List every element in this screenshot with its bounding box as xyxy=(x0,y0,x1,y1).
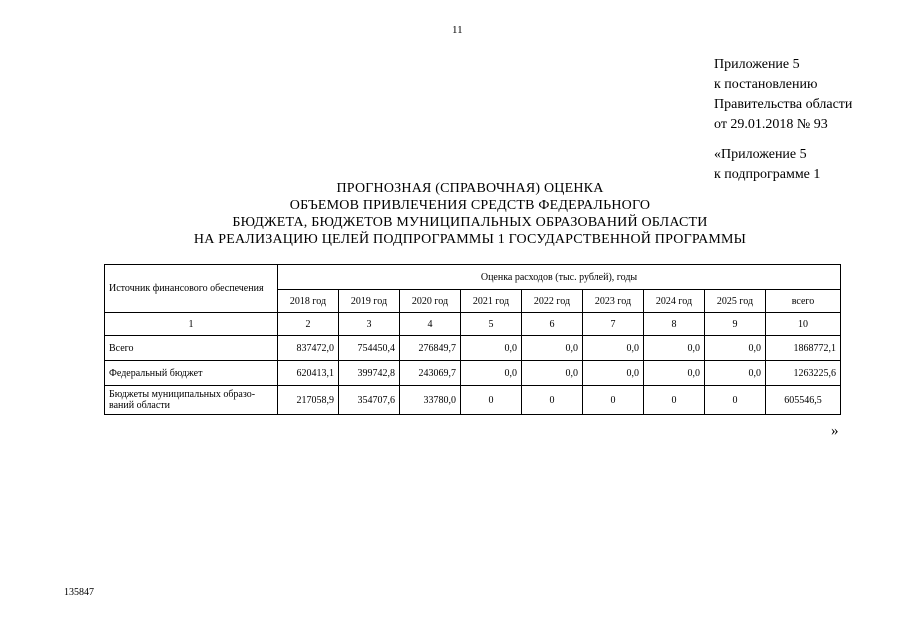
table-row xyxy=(105,336,841,361)
total-cell: 1263225,6 xyxy=(766,361,841,386)
source-cell: Всего xyxy=(105,336,278,361)
page-number: 11 xyxy=(452,24,463,36)
column-number-cell: 8 xyxy=(644,313,705,336)
funding-estimate-table xyxy=(104,264,841,415)
column-number-cell: 4 xyxy=(400,313,461,336)
value-cell: 33780,0 xyxy=(400,386,461,415)
value-cell: 754450,4 xyxy=(339,336,400,361)
table-header-row xyxy=(105,265,841,290)
value-cell: 0,0 xyxy=(644,336,705,361)
title-line: ПРОГНОЗНАЯ (СПРАВОЧНАЯ) ОЦЕНКА xyxy=(336,181,604,196)
value-cell: 0,0 xyxy=(705,336,766,361)
appendix-line: Приложение 5 xyxy=(714,57,800,72)
document-title xyxy=(120,180,820,248)
year-header-cell: 2022 год xyxy=(522,290,583,313)
column-number-cell: 9 xyxy=(705,313,766,336)
value-cell: 354707,6 xyxy=(339,386,400,415)
value-cell: 837472,0 xyxy=(278,336,339,361)
source-cell: Бюджеты муниципальных образо-ваний области xyxy=(105,386,278,415)
appendix-line: к постановлению xyxy=(714,77,818,92)
year-header-cell: 2020 год xyxy=(400,290,461,313)
value-cell: 0 xyxy=(583,386,644,415)
source-cell: Федеральный бюджет xyxy=(105,361,278,386)
subprogram-appendix-reference xyxy=(714,145,820,185)
title-line: ОБЪЕМОВ ПРИВЛЕЧЕНИЯ СРЕДСТВ ФЕДЕРАЛЬНОГО xyxy=(289,198,651,213)
source-header-cell: Источник финансового обеспечения xyxy=(105,265,278,313)
value-cell: 0,0 xyxy=(644,361,705,386)
value-cell: 0 xyxy=(461,386,522,415)
value-cell: 0,0 xyxy=(461,361,522,386)
total-cell: 605546,5 xyxy=(766,386,841,415)
table-row xyxy=(105,386,841,415)
estimate-header-cell: Оценка расходов (тыс. рублей), годы xyxy=(278,265,841,290)
total-cell: 1868772,1 xyxy=(766,336,841,361)
value-cell: 0 xyxy=(522,386,583,415)
column-number-cell: 3 xyxy=(339,313,400,336)
value-cell: 0,0 xyxy=(705,361,766,386)
value-cell: 217058,9 xyxy=(278,386,339,415)
column-number-cell: 7 xyxy=(583,313,644,336)
appendix-reference xyxy=(714,55,852,135)
total-header-cell: всего xyxy=(766,290,841,313)
value-cell: 399742,8 xyxy=(339,361,400,386)
appendix-line: к подпрограмме 1 xyxy=(714,167,821,182)
closing-quote-mark: » xyxy=(831,423,839,439)
year-header-cell: 2024 год xyxy=(644,290,705,313)
column-number-cell: 2 xyxy=(278,313,339,336)
value-cell: 243069,7 xyxy=(400,361,461,386)
value-cell: 0 xyxy=(644,386,705,415)
value-cell: 0 xyxy=(705,386,766,415)
column-number-row xyxy=(105,313,841,336)
table-row xyxy=(105,361,841,386)
footer-code: 135847 xyxy=(64,587,94,598)
year-header-cell: 2023 год xyxy=(583,290,644,313)
year-header-cell: 2025 год xyxy=(705,290,766,313)
value-cell: 0,0 xyxy=(522,361,583,386)
year-header-cell: 2019 год xyxy=(339,290,400,313)
title-line: БЮДЖЕТА, БЮДЖЕТОВ МУНИЦИПАЛЬНЫХ ОБРАЗОВАНИЙ ОБЛАСТИ xyxy=(232,215,708,230)
column-number-cell: 10 xyxy=(766,313,841,336)
appendix-line: от 29.01.2018 № 93 xyxy=(714,117,828,132)
appendix-line: «Приложение 5 xyxy=(714,147,807,162)
value-cell: 620413,1 xyxy=(278,361,339,386)
title-line: НА РЕАЛИЗАЦИЮ ЦЕЛЕЙ ПОДПРОГРАММЫ 1 ГОСУДАРСТВЕННОЙ ПРОГРАММЫ xyxy=(193,232,747,247)
year-header-cell: 2021 год xyxy=(461,290,522,313)
value-cell: 0,0 xyxy=(522,336,583,361)
value-cell: 0,0 xyxy=(583,336,644,361)
column-number-cell: 5 xyxy=(461,313,522,336)
column-number-cell: 6 xyxy=(522,313,583,336)
value-cell: 0,0 xyxy=(583,361,644,386)
column-number-cell: 1 xyxy=(105,313,278,336)
value-cell: 0,0 xyxy=(461,336,522,361)
year-header-cell: 2018 год xyxy=(278,290,339,313)
value-cell: 276849,7 xyxy=(400,336,461,361)
appendix-line: Правительства области xyxy=(714,97,853,112)
